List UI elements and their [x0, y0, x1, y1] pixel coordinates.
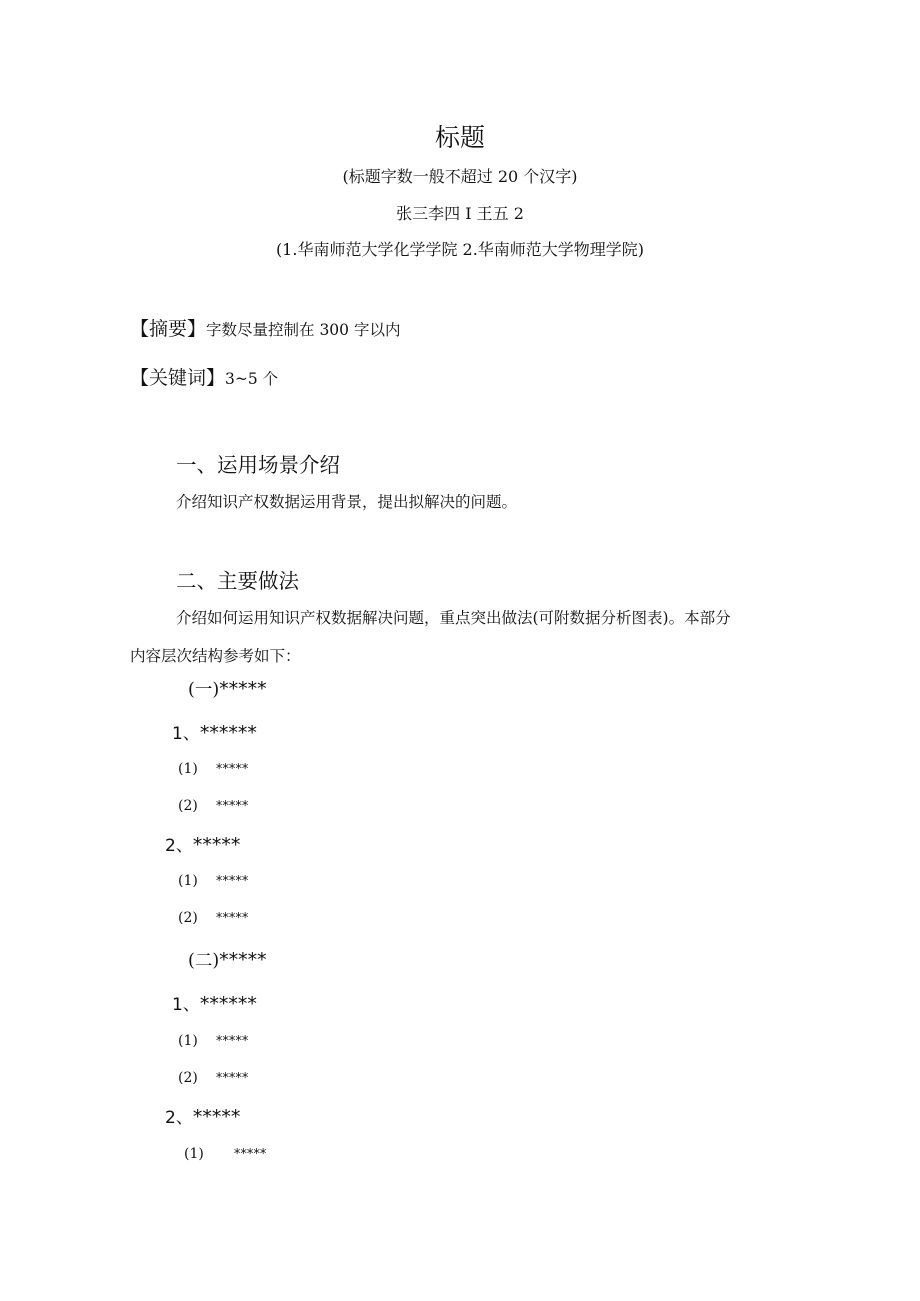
outline-item-2-2 — [165, 1103, 240, 1128]
authors: 张三李四 I 王五 2 — [396, 204, 524, 223]
outline-item-num: 1、 — [172, 724, 200, 744]
section-heading-1: 一、运用场景介绍 — [176, 453, 340, 477]
outline-part-label: (二) — [188, 951, 220, 971]
outline-subitem — [178, 1070, 248, 1086]
outline-item-2-1 — [172, 990, 257, 1015]
outline-item-stars: ***** — [192, 834, 241, 856]
outline-subitem — [178, 1033, 248, 1049]
keywords-text: 3~5 个 — [225, 370, 279, 388]
outline-item-1-2 — [165, 831, 240, 856]
section-body-2-line-2: 内容层次结构参考如下： — [130, 647, 301, 665]
outline-part-1 — [188, 676, 267, 701]
keywords-label: 【关键词】 — [130, 367, 226, 389]
outline-part-stars: ***** — [219, 949, 267, 971]
outline-subitem-num: (2) — [178, 1070, 198, 1086]
title-note: (标题字数一般不超过 20 个汉字) — [342, 167, 578, 186]
outline-part-2 — [188, 947, 267, 972]
outline-subitem — [178, 910, 248, 926]
document-title: 标题 — [434, 123, 485, 152]
outline-subitem-stars: ***** — [215, 1034, 249, 1049]
outline-subitem-num: (1) — [184, 1146, 204, 1162]
outline-subitem-num: (1) — [178, 873, 198, 889]
outline-subitem-stars: ***** — [215, 911, 249, 926]
affiliations: (1.华南师范大学化学学院 2.华南师范大学物理学院) — [275, 240, 645, 259]
outline-subitem — [178, 873, 248, 889]
outline-subitem — [178, 761, 248, 777]
outline-subitem-stars: ***** — [215, 762, 249, 777]
outline-subitem-num: (1) — [178, 761, 198, 777]
outline-item-stars: ***** — [192, 1106, 241, 1128]
outline-item-num: 2、 — [165, 1108, 193, 1128]
outline-subitem-stars: ***** — [215, 874, 249, 889]
outline-subitem-stars: ***** — [215, 1071, 249, 1086]
keywords — [130, 363, 278, 390]
outline-item-num: 1、 — [172, 995, 200, 1015]
outline-subitem — [184, 1146, 266, 1162]
section-heading-2: 二、主要做法 — [176, 569, 299, 593]
outline-subitem — [178, 798, 248, 814]
outline-subitem-num: (2) — [178, 910, 198, 926]
abstract-text: 字数尽量控制在 300 字以内 — [206, 321, 401, 339]
outline-subitem-stars: ***** — [233, 1147, 267, 1162]
abstract-label: 【摘要】 — [130, 318, 207, 340]
outline-item-stars: ****** — [199, 722, 257, 744]
section-body-1: 介绍知识产权数据运用背景，提出拟解决的问题。 — [176, 493, 518, 511]
section-body-2-line-1: 介绍如何运用知识产权数据解决问题，重点突出做法(可附数据分析图表)。本部分 — [176, 609, 731, 627]
abstract — [130, 314, 400, 341]
outline-item-num: 2、 — [165, 836, 193, 856]
outline-subitem-num: (2) — [178, 798, 198, 814]
outline-subitem-stars: ***** — [215, 799, 249, 814]
outline-item-stars: ****** — [199, 993, 257, 1015]
outline-subitem-num: (1) — [178, 1033, 198, 1049]
outline-part-label: (一) — [188, 680, 220, 700]
outline-item-1-1 — [172, 719, 257, 744]
outline-part-stars: ***** — [219, 678, 267, 700]
